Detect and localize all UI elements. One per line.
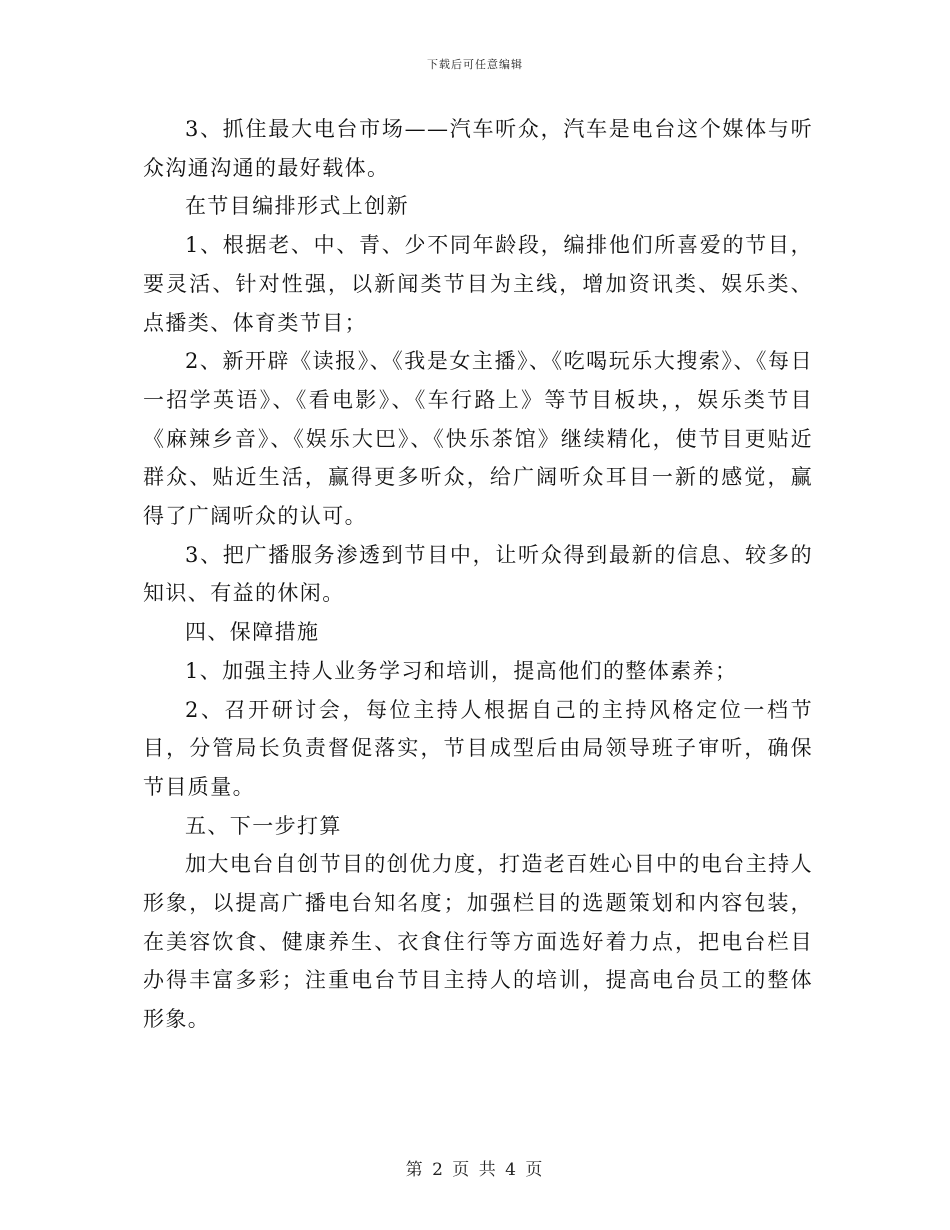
paragraph: 1、加强主持人业务学习和培训，提高他们的整体素养； bbox=[185, 658, 738, 683]
paragraph: 3、把广播服务渗透到节目中，让听众得到最新的信息、较多的知识、有益的休闲。 bbox=[143, 542, 813, 606]
paragraph: 2、召开研讨会，每位主持人根据自己的主持风格定位一档节目，分管局长负责督促落实，节目成型后由局领导班子审听，确保节目质量。 bbox=[143, 697, 813, 799]
section-heading: 四、保障措施 bbox=[185, 620, 320, 645]
section-heading: 五、下一步打算 bbox=[185, 813, 342, 838]
page-footer: 第 2 页 共 4 页 bbox=[405, 1160, 545, 1180]
paragraph: 2、新开辟《读报》、《我是女主播》、《吃喝玩乐大搜索》、《每日一招学英语》、《看电影》、《车行路上》等节目板块，，娱乐类节目《麻辣乡音》、《娱乐大巴》、《快乐茶馆》继续精化，使节目更贴近群众、贴近生活，赢得更多听众，给广阔听众耳目一新的感觉，赢得了广阔听众的认可。 bbox=[143, 349, 813, 529]
paragraph: 3、抓住最大电台市场——汽车听众，汽车是电台这个媒体与听众沟通沟通的最好载体。 bbox=[143, 117, 813, 180]
document-body bbox=[143, 110, 813, 1039]
paragraph: 1、根据老、中、青、少不同年龄段，编排他们所喜爱的节目，要灵活、针对性强，以新闻类节目为主线，增加资讯类、娱乐类、点播类、体育类节目； bbox=[143, 233, 813, 335]
paragraph: 在节目编排形式上创新 bbox=[185, 194, 409, 219]
paragraph: 加大电台自创节目的创优力度，打造老百姓心目中的电台主持人形象，以提高广播电台知名度；加强栏目的选题策划和内容包装，在美容饮食、健康养生、衣食住行等方面选好着力点，把电台栏目办得丰富多彩；注重电台节目主持人的培训，提高电台员工的整体形象。 bbox=[143, 852, 813, 1032]
page-header: 下载后可任意编辑 bbox=[427, 58, 523, 71]
